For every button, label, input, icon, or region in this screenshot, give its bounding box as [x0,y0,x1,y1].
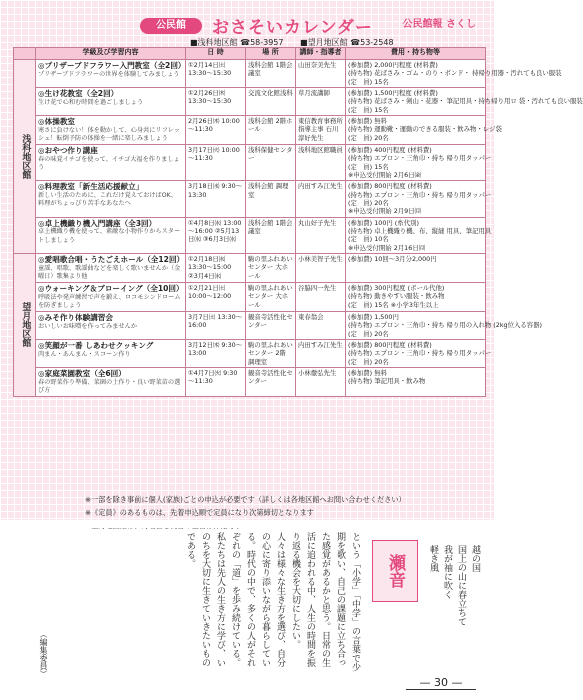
course-cell [36,217,186,253]
course-date: 3月12日㈭ 9:30～13:00 [186,339,246,367]
course-title: ◎おやつ作り講座 [38,145,98,155]
course-cell [36,367,186,396]
fee-line: (参加費) 10回～3月分2,000円 [348,254,437,263]
course-teacher: 草月流講師 [296,87,346,115]
fee-line: (参加費) 1,500円 [348,312,399,321]
course-title: ◎生け花教室（全2回） [38,88,119,98]
course-description: 新しい生活のために、これだけ覚えておけばOK、料理がちょっぴり苦手なあなたへ [38,192,177,208]
course-teacher: 山田奈美先生 [296,60,346,88]
course-place: 駒の里ふれあいセンター 大ホール [246,253,296,282]
course-teacher: 小林美智子先生 [296,253,346,282]
course-fee [346,115,502,144]
table-row [14,181,486,217]
fee-line: (持ち物) エプロン・三角巾・持ち 帰り用タッパー [348,349,492,358]
course-place: 浅科会館 調理室 [246,181,296,217]
region-label: 望月地区館 [14,253,36,396]
fee-line: (定 員) 15名 [348,77,389,86]
course-title: ◎みそ作り体験講習会 [38,312,113,322]
course-title: ◎愛唱歌合唱・うたごえホール（全12回） [38,254,185,264]
fee-line: (持ち物) 運動靴・運動のできる服装・飲み物・レジ袋 [348,125,502,134]
table-row [14,217,486,253]
course-teacher: 内田すみ江先生 [296,339,346,367]
course-teacher: 東信教育事務所指導主事 石川淳好先生 [296,115,346,144]
fee-line: (定 員) 20名 [348,133,389,142]
contact-mochizuki: ■望月地区館 ☎53-2548 [300,38,394,47]
fee-line: (参加費) 100円 (糸代別) [348,218,419,227]
section-separator [0,520,494,528]
fee-line: (持ち物) 花ばさみ・剣山・花器・ 筆記用具・持ち帰り用ロ 袋・汚れても良い服装 [348,97,583,106]
course-place: 浅科会館 2階ホール [246,115,296,144]
course-title: ◎体操教室 [38,116,76,126]
newsletter-name: 公民館報 さくし [402,19,476,30]
contact-asashina: ■浅科地区館 ☎58-3957 [190,38,284,47]
page-number: — 30 — [406,676,476,690]
course-date: 3月17日㈫ 10:00～11:30 [186,144,246,180]
fee-line: (定 員) 20名 [348,357,389,366]
column-paragraph: 人々は様々な生き方を選び、自分の心に寄り添いながら暮らしている。時代の中で、多くの人がそれぞれの「道」を歩み続けている。 [230,532,285,667]
course-cell [36,339,186,367]
course-date: ①4月8日㈬ 13:00～16:00 ②5月13日㈬ ③6月3日㈬ [186,217,246,253]
course-cell [36,282,186,311]
poem-line: 国上の山に春立ちて [456,545,466,626]
course-place: 浅科会館 1階会議室 [246,60,296,88]
course-date: 3月18日㈬ 9:30～13:30 [186,181,246,217]
fee-line: (定 員) 15名 [348,162,389,171]
course-date: ①2月18日㈬ 13:30～15:00 ②3月4日㈬ [186,253,246,282]
header-content: 学級及び学習内容 [36,48,186,60]
course-teacher: 丸山好子先生 [296,217,346,253]
course-fee [346,217,492,253]
poem-line: 越の国 [470,545,480,572]
header-datetime: 日 時 [186,48,246,60]
course-fee [346,87,583,115]
fee-line: (定 員) 15名 [348,105,389,114]
calendar-header [40,13,480,45]
course-teacher: 浅科地区館職員 [296,144,346,180]
course-description: プリザーブドフラワーの世界を体験してみましょう [38,70,180,78]
poem-line: 軽き風 [428,545,438,572]
editor-credit: （編集委員） [39,630,48,678]
course-place: 浅科保健センター [246,144,296,180]
course-teacher: 小林徹弘先生 [296,367,346,396]
course-description: おいしいお味噌を作ってみませんか [38,322,137,330]
fee-line: (持ち物) 花ばさみ・ゴム・のり・ボンド・ 持帰り用器・汚れても良い服装 [348,69,562,78]
column-paragraph: 私たちは先人の生き方に学び、いのちを大切に生きていきたいものである。 [185,532,225,667]
fee-line: ※申込受付開始 2月16日㈪ [348,243,426,252]
note-line: ※一部を除き事前に個人(家族)ごとの申込が必要です（詳しくは各地区館へお問い合わせください） [85,495,406,504]
fee-line: ※申込受付開始 2月6日㈮ [348,170,422,179]
seon-heading: 瀬音 [372,540,418,602]
course-title: ◎家庭菜園教室（全6回） [38,368,126,378]
course-cell [36,60,186,88]
fee-line: (参加費) 1,500円程度 (材料費) [348,88,438,97]
course-fee [346,144,492,180]
region-label: 浅科地区館 [14,60,36,254]
fee-line: (参加費) 300円程度 (ボール代他) [348,283,445,292]
fee-line: ※申込受付開始 2月9日㈪ [348,207,422,216]
course-title: ◎プリザーブドフラワー入門教室（全2回） [38,61,186,70]
course-teacher: 谷脇四一先生 [296,282,346,311]
course-date: ①2月14日㈯ 13:30～15:30 [186,60,246,88]
kominkan-badge: 公民館 [140,18,202,34]
fee-line: (持ち物) 卓上機織り機、布、縦縫 用具、筆記用具 [348,226,492,235]
poem-line: 我が袖に吹く [442,545,452,599]
course-fee [346,339,492,367]
course-description: 春の味覚イチゴを使って、イチゴ大福を作りましょう [38,155,180,171]
course-date: ①2月21日㈯ 10:00～12:00 [186,282,246,311]
fee-line: (定 員) 20名 [348,329,389,338]
course-cell [36,144,186,180]
course-date: 3月7日㈯ 13:30～16:00 [186,311,246,339]
table-row [14,282,486,311]
table-row [14,311,486,339]
course-title: ◎ウォーキング＆ブローイング（全10回） [38,283,184,293]
header-teacher: 講師・指導者 [296,48,346,60]
course-title: ◎卓上機織り機入門講座（全3回） [38,218,157,228]
table-row [14,253,486,282]
course-description: 寒さに負けない！体を動かして、心身共にリフレッシュ！転倒予防の体操を一緒に楽しみましょう [38,126,180,142]
table-row [14,60,486,88]
table-row [14,87,486,115]
course-date: ①2月26日㈭ 13:30～15:30 [186,87,246,115]
header-region [14,48,36,60]
course-description: 呼吸法や発声練習で声を鍛え、ロコモシンドロームを防ぎましょう [38,293,181,309]
header-fee: 費用・持ち物等 [346,48,486,60]
fee-line: (定 員) 15名 ※小学3年生以上 [348,300,439,309]
course-description: 童謡、唱歌、歌謡曲などを楽しく歌いませんか（金曜日）歌集より他 [38,264,181,280]
table-row [14,115,486,144]
course-description: 春の野菜作り準備、菜園の土作り・良い野菜苗の選び方 [38,378,181,394]
course-cell [36,253,186,282]
fee-line: (持ち物) 動きやすい服装・飲み物 [348,292,445,301]
fee-line: (参加費) 無料 [348,116,387,125]
course-fee [346,311,543,339]
fee-line: (参加費) 400円程度 (材料費) [348,145,432,154]
course-cell [36,181,186,217]
course-fee [346,367,486,396]
note-line: ※《定員》のあるものは、先着申込順で定員になり次第締切となります [85,508,314,517]
fee-line: (参加費) 800円程度 (材料費) [348,182,432,191]
fee-line: (持ち物) 筆記用具・飲み物 [348,377,426,386]
fee-line: (参加費) 800円程度 (材料費) [348,340,432,349]
fee-line: (持ち物) エプロン・三角巾・持ち 帰り用の入れ物 (2kg位入る容器) [348,321,543,330]
column-paragraph: という「小学」「中学」の言葉で少期を歌い、自己の課題に立ち合った感覚があるかと思う。日常の生活に追われる中、人生の時間を振り返る機会を大切にしたい。 [290,532,360,672]
course-description: 卓上機織り機を使って、素敵な小物作りからスタートしましょう [38,228,181,244]
calendar-title: おさそいカレンダー [212,18,373,38]
fee-line: (参加費) 2,000円程度 (材料費) [348,61,438,69]
course-place: 駒の里ふれあいセンター 大ホール [246,282,296,311]
poem [426,545,482,655]
course-place: 観音寺活性化センター [246,367,296,396]
course-title: ◎料理教室「新生活応援献立」 [38,182,144,192]
course-fee [346,253,486,282]
fee-line: (持ち物) エプロン・三角巾・持ち 帰り用タッパー [348,190,492,199]
calendar-table [13,47,583,397]
header-place: 場 所 [246,48,296,60]
table-row [14,367,486,396]
course-fee [346,60,562,88]
course-fee [346,282,486,311]
column-text [22,532,362,672]
course-teacher: 東春翁会 [296,311,346,339]
course-cell [36,311,186,339]
table-row [14,144,486,180]
course-cell [36,115,186,144]
course-fee [346,181,492,217]
course-date: 2月26日㈭ 10:00～11:30 [186,115,246,144]
table-header-row [14,48,486,60]
fee-line: (定 員) 10名 [348,235,389,244]
table-row [14,339,486,367]
course-place: 浅科会館 1階会議室 [246,217,296,253]
course-title: ◎笑顔が一番 しあわせクッキング [38,340,154,350]
fee-line: (参加費) 無料 [348,368,387,377]
course-place: 観音寺活性化センター [246,311,296,339]
fee-line: (持ち物) エプロン・三角巾・持ち 帰り用タッパー [348,154,492,163]
course-date: ①4月7日㈫ 9:30～11:30 [186,367,246,396]
course-teacher: 内田すみ江先生 [296,181,346,217]
fee-line: (定 員) 20名 [348,198,389,207]
course-place: 駒の里ふれあいセンター 2階 調理室 [246,339,296,367]
course-cell [36,87,186,115]
course-description: 肉まん・あんまん・スコーン作り [38,350,131,358]
course-description: 生け花で心和む時間を過ごしましょう [38,98,144,106]
course-place: 交流文化館浅科 [246,87,296,115]
